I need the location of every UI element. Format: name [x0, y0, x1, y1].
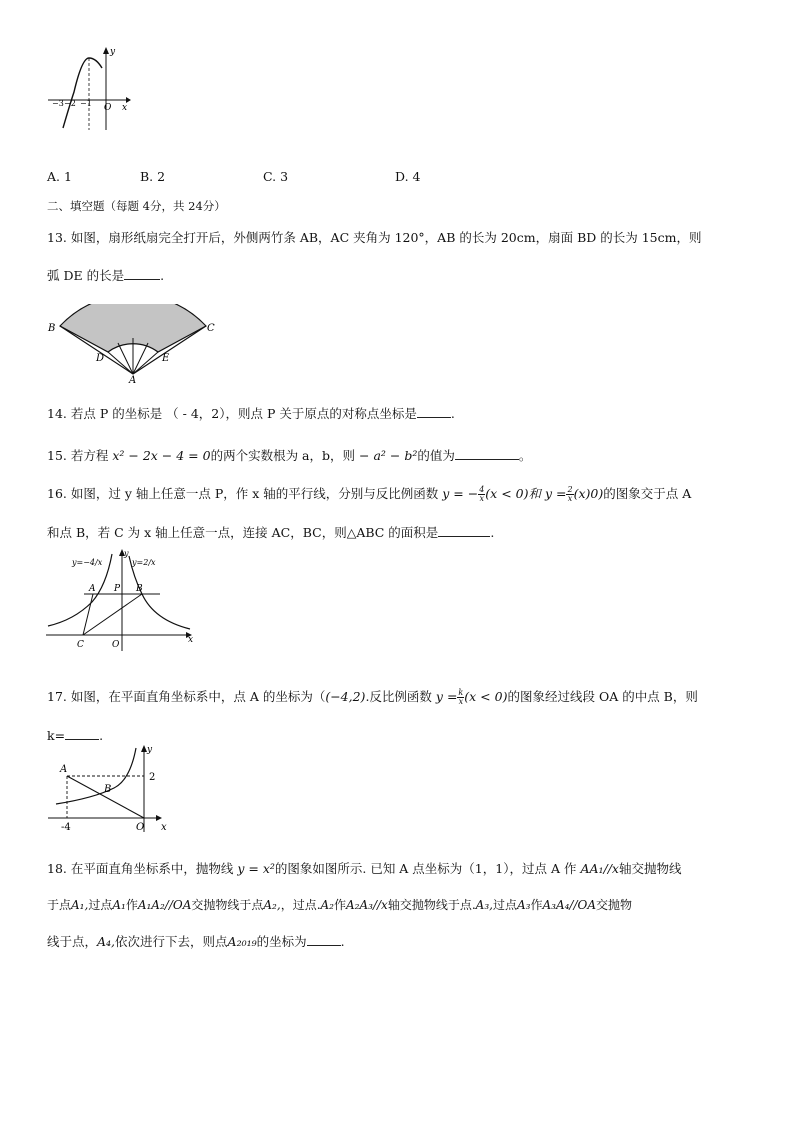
q18-l2q: 作	[530, 898, 543, 912]
q16-f2-right: (x)0)	[573, 486, 604, 501]
q18-l1eq: y = x²	[237, 861, 275, 876]
q17-fig-x: x	[161, 822, 167, 833]
option-d: D. 4	[395, 169, 421, 184]
q17-f-right: (x < 0)	[464, 689, 508, 704]
fig-top-y: y	[110, 47, 116, 57]
q17-fig-o: O	[136, 822, 145, 833]
q17-fig-y: y	[147, 745, 153, 755]
q16-fig-p: P	[114, 584, 121, 594]
q18-l3d: A₂₀₁₉	[227, 934, 257, 949]
q16-f1-right: (x < 0)和	[485, 486, 541, 501]
q18-l2j: A₂	[320, 898, 334, 912]
fan-label-d: D	[96, 353, 105, 364]
q18-l2n: A₃,	[475, 898, 493, 912]
fig-top-o: O	[104, 103, 112, 113]
q18-l2k: 作	[334, 898, 347, 912]
q18-l2s: 交抛物	[596, 898, 633, 912]
q18-l2a: 于点	[47, 898, 72, 912]
q18-l3e: 的坐标为	[256, 934, 307, 949]
q18-end: .	[340, 934, 345, 949]
q15-pre: 15. 若方程	[47, 448, 109, 463]
fan-label-a: A	[129, 375, 137, 384]
q16-line2	[47, 524, 494, 541]
q17-fig-b: B	[104, 784, 112, 795]
q14-line	[47, 405, 455, 422]
q18-l2c: 过点	[88, 898, 113, 912]
q18-l3c: 依次进行下去，则点	[115, 934, 228, 949]
q18-l1d: 轴交抛物线	[618, 861, 682, 876]
q17-end: .	[99, 728, 104, 743]
q18-answer-blank[interactable]	[307, 933, 341, 946]
q16-f2-den: x	[567, 494, 573, 503]
q14-end: .	[450, 406, 455, 421]
q16-f1-num: 4	[479, 485, 485, 494]
q18-l1b: 的图象如图所示. 已知 A 点坐标为（1，1），过点 A 作	[274, 861, 577, 876]
q17-f-num: k	[458, 688, 464, 697]
option-c: C. 3	[263, 169, 289, 184]
q17-mid: .反比例函数	[365, 689, 432, 704]
q17-line1	[47, 689, 698, 706]
top-graph-figure	[44, 44, 136, 134]
q17-answer-blank[interactable]	[65, 727, 99, 740]
q14-text: 14. 若点 P 的坐标是 （ - 4，2），则点 P 关于原点的对称点坐标是	[47, 406, 417, 421]
q17-f-den: x	[458, 697, 464, 706]
q18-l2m: 轴交抛物线于点.	[387, 898, 476, 912]
q17-f-left: y =	[435, 689, 458, 704]
q17-fig-m4: -4	[61, 822, 71, 833]
q18-line1	[47, 861, 682, 877]
q16-post: 的图象交于点 A	[603, 486, 692, 501]
q15-post: 的值为	[417, 448, 455, 463]
q17-line2-text: k=	[47, 728, 66, 743]
fan-label-c: C	[207, 323, 215, 334]
q16-fig-f1: y=−4/x	[72, 558, 103, 567]
q16-fig-f2: y=2/x	[132, 558, 156, 567]
q17-fig-a: A	[60, 764, 68, 775]
q16-fig-c: C	[77, 640, 84, 650]
q18-l2o: 过点	[492, 898, 517, 912]
q15-line	[47, 447, 531, 464]
q18-l2i: ，过点.	[280, 898, 321, 912]
q18-l2r: A₃A₄//OA	[542, 898, 597, 912]
q18-l2f: A₁A₂//OA	[137, 898, 192, 912]
q13-answer-blank[interactable]	[124, 267, 160, 280]
q16-fig-a: A	[89, 584, 96, 594]
fig-top-m3: −3	[52, 99, 64, 108]
option-b: B. 2	[140, 169, 166, 184]
q15-expression: − a² − b²	[359, 448, 418, 463]
q15-end: 。	[518, 448, 532, 463]
q16-answer-blank[interactable]	[438, 524, 490, 537]
q13-line2	[47, 267, 164, 284]
q17-fig-two: 2	[149, 772, 156, 783]
q18-l1a: 18. 在平面直角坐标系中，抛物线	[47, 861, 234, 876]
fan-figure	[44, 304, 224, 384]
q16-figure	[44, 548, 200, 654]
q16-fig-y: y	[124, 549, 129, 558]
fig-top-m1: −1	[80, 99, 92, 108]
q16-f1-den: x	[479, 494, 484, 503]
q15-mid: 的两个实数根为 a，b，则	[210, 448, 356, 463]
q18-l2e: 作	[125, 898, 138, 912]
q18-l2g: 交抛物线于点	[191, 898, 264, 912]
q16-fig-x: x	[188, 635, 194, 645]
q16-fig-b: B	[136, 584, 143, 594]
q18-l2b: A₁,	[71, 898, 89, 912]
q13-end: .	[160, 268, 165, 283]
q16-pre: 16. 如图，过 y 轴上任意一点 P，作 x 轴的平行线，分别与反比例函数	[47, 486, 439, 501]
q15-answer-blank[interactable]	[455, 447, 519, 460]
q16-f2-left: y =	[544, 486, 567, 501]
q15-equation: x² − 2x − 4 = 0	[112, 448, 211, 463]
q16-end: .	[490, 525, 495, 540]
q18-line2	[47, 897, 632, 913]
q16-fig-o: O	[112, 640, 120, 650]
q16-line1	[47, 486, 691, 503]
q13-line1: 13. 如图，扇形纸扇完全打开后，外侧两竹条 AB，AC 夹角为 120°，AB 的长为 20cm，扇面 BD 的长为 15cm，则	[47, 230, 702, 245]
fan-label-e: E	[162, 353, 170, 364]
q17-pre: 17. 如图，在平面直角坐标系中，点 A 的坐标为（	[47, 689, 326, 704]
q18-line3	[47, 933, 345, 950]
q16-f1-left: y = −	[442, 486, 479, 501]
q17-post: 的图象经过线段 OA 的中点 B，则	[507, 689, 698, 704]
q16-f2-num: 2	[567, 485, 573, 494]
q13-line2-text: 弧 DE 的长是	[47, 268, 125, 283]
q18-l2h: A₂,	[263, 898, 281, 912]
q18-l2d: A₁	[112, 898, 126, 912]
q18-l1c: AA₁//x	[580, 861, 619, 876]
q18-l3b: A₄,	[97, 934, 116, 949]
q16-line2-text: 和点 B，若 C 为 x 轴上任意一点，连接 AC，BC，则△ABC 的面积是	[47, 525, 439, 540]
q14-answer-blank[interactable]	[417, 405, 451, 418]
fan-label-b: B	[48, 323, 56, 334]
q17-coord: (−4,2)	[325, 689, 366, 704]
q16-f2-frac	[566, 486, 573, 503]
fig-top-m2: −2	[64, 99, 76, 108]
q18-l3a: 线于点，	[47, 934, 98, 949]
fig-top-x: x	[122, 103, 128, 113]
option-a: A. 1	[47, 169, 72, 184]
q17-figure	[44, 742, 174, 834]
q18-l2p: A₃	[516, 898, 531, 912]
q18-l2l: A₂A₃//x	[346, 898, 388, 912]
section-title: 二、填空题（每题 4分，共 24分）	[47, 199, 226, 213]
